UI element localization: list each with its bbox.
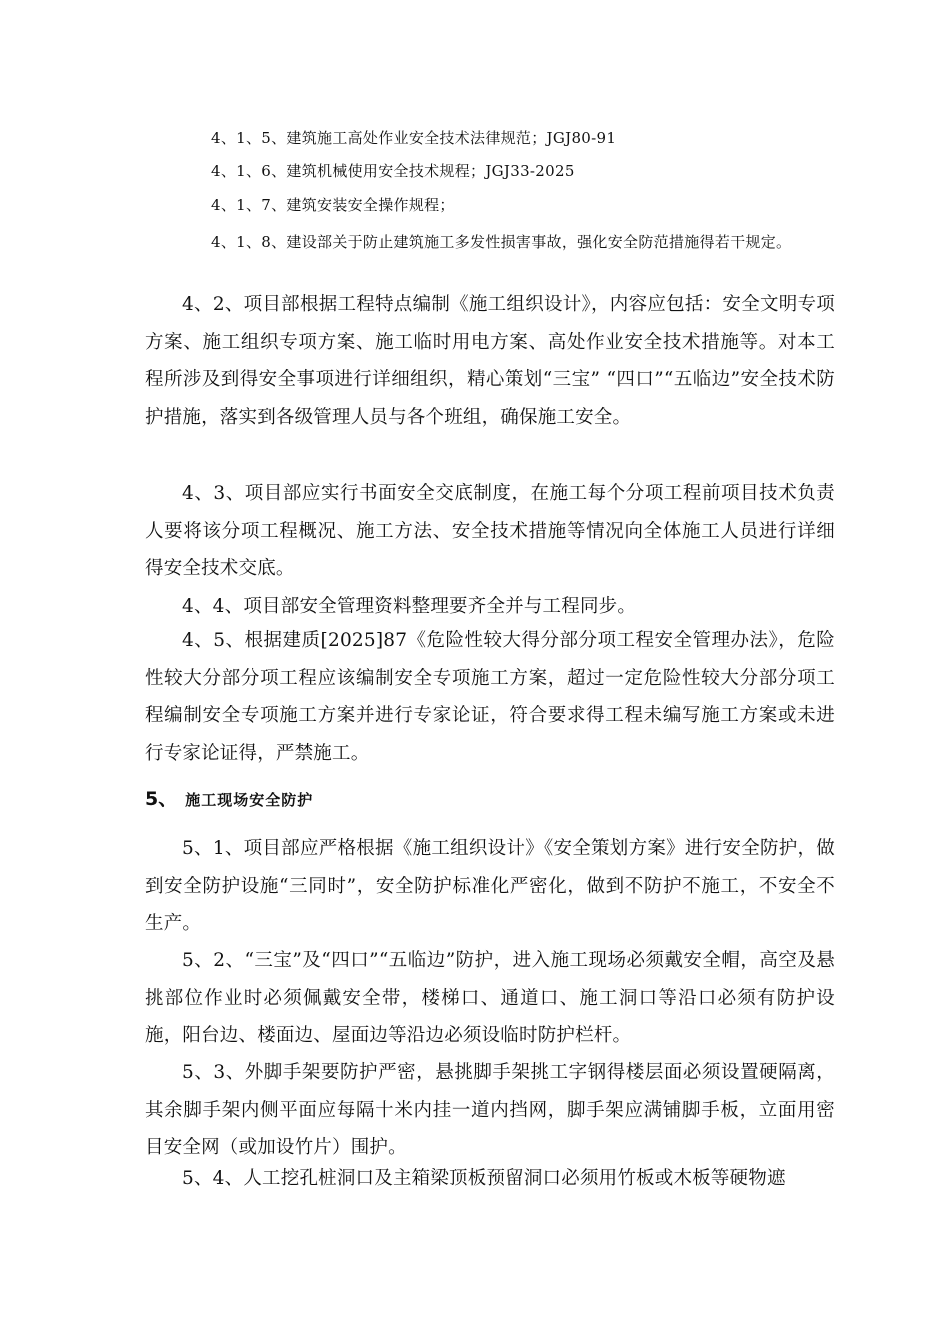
paragraph-4-3: 4、3、项目部应实行书面安全交底制度，在施工每个分项工程前项目技术负责人要将该分项工程概况、施工方法、安全技术措施等情况向全体施工人员进行详细得安全技术交底。	[145, 483, 835, 579]
paragraph-5-3: 5、3、外脚手架要防护严密，悬挑脚手架挑工字钢得楼层面必须设置硬隔离，其余脚手架内侧平面应每隔十米内挂一道内挡网，脚手架应满铺脚手板，立面用密目安全网（或加设竹片）围护。	[145, 1062, 835, 1158]
paragraph-5-2: 5、2、“三宝”及“四口”“五临边”防护，进入施工现场必须戴安全帽，高空及悬挑部位作业时必须佩戴安全带，楼梯口、通道口、施工洞口等沿口必须有防护设施，阳台边、楼面边、屋面边等沿边必须设临时防护栏杆。	[145, 950, 835, 1046]
list-item-4-1-7: 4、1、7、建筑安装安全操作规程；	[211, 196, 455, 214]
section-5-title: 施工现场安全防护	[185, 791, 314, 809]
section-5-number: 5、	[145, 788, 178, 810]
paragraph-4-2: 4、2、项目部根据工程特点编制《施工组织设计》，内容应包括：安全文明专项方案、施工组织专项方案、施工临时用电方案、高处作业安全技术措施等。对本工程所涉及到得安全事项进行详细组织，精心策划“三宝” “四口”“五临边”安全技术防护措施，落实到各级管理人员与各个班组，确保施工安全。	[145, 294, 835, 428]
list-item-4-1-5: 4、1、5、建筑施工高处作业安全技术法律规范；JGJ80-91	[211, 129, 617, 147]
section-5-heading	[145, 784, 313, 811]
paragraph-5-4: 5、4、人工挖孔桩洞口及主箱梁顶板预留洞口必须用竹板或木板等硬物遮	[182, 1168, 786, 1189]
list-item-4-1-6: 4、1、6、建筑机械使用安全技术规程；JGJ33-2025	[211, 162, 575, 180]
paragraph-4-4: 4、4、项目部安全管理资料整理要齐全并与工程同步。	[182, 596, 637, 617]
paragraph-5-1: 5、1、项目部应严格根据《施工组织设计》《安全策划方案》进行安全防护，做到安全防护设施“三同时”，安全防护标准化严密化，做到不防护不施工，不安全不生产。	[145, 838, 835, 934]
list-item-4-1-8: 4、1、8、建设部关于防止建筑施工多发性损害事故，强化安全防范措施得若干规定。	[211, 233, 792, 251]
paragraph-4-5: 4、5、根据建质[2025]87《危险性较大得分部分项工程安全管理办法》，危险性较大分部分项工程应该编制安全专项施工方案，超过一定危险性较大分部分项工程编制安全专项施工方案并进行专家论证，符合要求得工程未编写施工方案或未进行专家论证得，严禁施工。	[145, 630, 835, 764]
